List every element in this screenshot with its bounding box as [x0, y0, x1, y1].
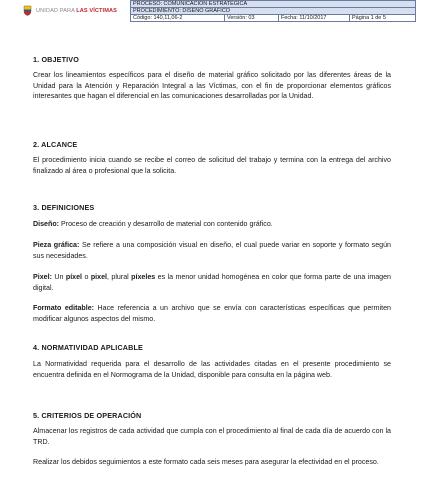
criterios-text-2: Realizar los debidos seguimientos a este formato cada seis meses para asegurar la efectividad en el proceso. [33, 458, 379, 466]
definicion-diseno [33, 219, 391, 230]
criterios-text-1: Almacenar los registros de cada actividad que cumpla con el procedimiento al final de cada día de acuerdo con la TRD. [33, 427, 391, 446]
section-title-definiciones: 3. DEFINICIONES [33, 203, 95, 212]
pixel-text-4: es la menor unidad homogénea en color que forma parte de una imagen digital. [33, 273, 392, 292]
pixel-bold-3: píxeles [131, 273, 156, 281]
proceso-cell: PROCESO: COMUNICACIÓN ESTRATÉGICA [131, 1, 416, 8]
objetivo-text: Crear los lineamientos específicos para el diseño de material gráfico solicitado por las diferentes áreas de la Unidad para la Atención y Reparación Integral a las Víctimas, con el fin de proporcionar elementos gráficos interesantes que hagan el diferencial en las comunicaciones desarrolladas por la Unidad. [33, 71, 391, 101]
term-formato: Formato editable: [33, 304, 95, 312]
pagina-cell: Página 1 de 5 [350, 15, 416, 22]
definicion-diseno-text: Proceso de creación y desarrollo de material con contenido gráfico. [59, 220, 273, 228]
definicion-pixel [33, 272, 391, 293]
document-header [20, 0, 415, 22]
logo [20, 0, 130, 21]
logo-text: UNIDAD PARA LAS VÍCTIMAS [36, 7, 117, 14]
alcance-text: El procedimiento inicia cuando se recibe el correo de solicitud del trabajo y termina con la entrega del archivo finalizado al área o profesional que la solicita. [33, 156, 391, 175]
coat-of-arms-icon [23, 5, 32, 16]
term-pieza: Pieza gráfica: [33, 241, 80, 249]
procedimiento-cell: PROCEDIMIENTO: DISEÑO GRÁFICO [131, 8, 416, 15]
definicion-pieza-text: Se refiere a una composición visual en diseño, el cual puede variar en soporte y formato según sus necesidades. [33, 241, 391, 260]
pixel-text-2: o [82, 273, 91, 281]
section-title-objetivo: 1. OBJETIVO [33, 55, 79, 64]
pixel-bold-2: pixel [90, 273, 107, 281]
term-diseno: Diseño: [33, 220, 60, 228]
header-info-table [130, 0, 416, 22]
definicion-pieza [33, 240, 391, 261]
section-title-criterios: 5. CRITERIOS DE OPERACIÓN [33, 411, 142, 420]
pixel-text-3: , plural [107, 273, 132, 281]
definicion-formato [33, 303, 391, 324]
definicion-formato-text: Hace referencia a un archivo que se envía con características específicas que permiten modificar algunos aspectos del mismo. [33, 304, 392, 323]
version-cell: Versión: 03 [225, 15, 279, 22]
codigo-cell: Código: 140,11,06-2 [131, 15, 225, 22]
fecha-cell: Fecha: 11/10/2017 [279, 15, 350, 22]
term-pixel: Pixel: [33, 273, 52, 281]
section-title-normatividad: 4. NORMATIVIDAD APLICABLE [33, 343, 143, 352]
section-title-alcance: 2. ALCANCE [33, 140, 78, 149]
pixel-bold-1: píxel [65, 273, 83, 281]
pixel-text-1: Un [51, 273, 66, 281]
normatividad-text: La Normatividad requerida para el desarrollo de las actividades citadas en el presente procedimiento se encuentra definida en el Normograma de la Unidad, disponible para consulta en la página web. [33, 360, 391, 379]
